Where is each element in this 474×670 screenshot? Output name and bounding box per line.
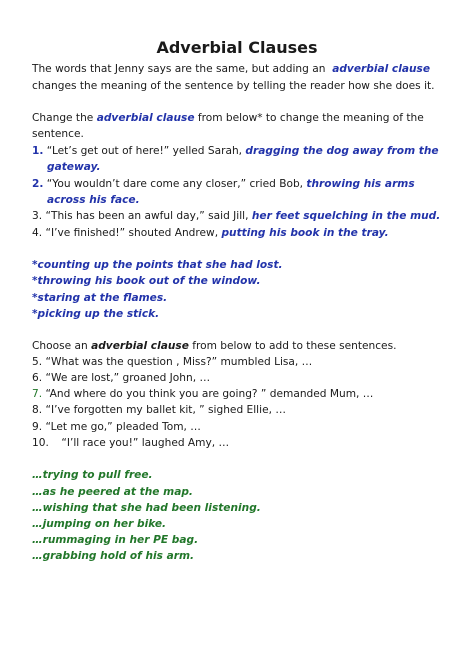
option-clause: *staring at the flames.	[32, 292, 168, 304]
sentence-4	[32, 226, 389, 240]
sentence-text: “I’ll race you!” laughed Amy, …	[61, 437, 230, 449]
task1-text-pre: Change the	[32, 112, 94, 124]
sentence-clause: throwing his arms	[306, 178, 415, 190]
sentence-2-continued	[47, 193, 140, 207]
sentence-number: 2.	[32, 178, 44, 190]
sentence-1-continued	[47, 160, 101, 174]
sentence-clause-continued: across his face.	[47, 194, 140, 206]
sentence-text: “Let’s get out of here!” yelled Sarah,	[46, 145, 243, 157]
option-clause: …as he peered at the map.	[32, 486, 193, 498]
option-clause: …grabbing hold of his arm.	[32, 550, 195, 562]
option-clause: *counting up the points that she had lost.	[32, 259, 283, 271]
sentence-text: “And where do you think you are going? ” demanded Mum, …	[45, 388, 374, 400]
sentence-clause: her feet squelching in the mud.	[251, 210, 441, 222]
sentence-9	[32, 420, 201, 434]
task1-highlight: adverbial clause	[96, 112, 195, 124]
sentence-10	[32, 436, 229, 450]
sentence-clause: putting his book in the tray.	[221, 227, 389, 239]
sentence-number: 4.	[32, 227, 43, 239]
sentence-number: 6.	[32, 372, 43, 384]
task2-text-post: from below to add to these sentences.	[192, 340, 397, 352]
sentence-number: 10.	[32, 437, 49, 449]
sentence-8	[32, 403, 286, 417]
sentence-number: 5.	[32, 356, 43, 368]
intro-line-1	[32, 62, 430, 76]
option-clause: …rummaging in her PE bag.	[32, 534, 199, 546]
sentence-text: “I’ve finished!” shouted Andrew,	[45, 227, 219, 239]
sentence-text: “This has been an awful day,” said Jill,	[45, 210, 249, 222]
sentence-2	[32, 177, 415, 191]
option-clause: *picking up the stick.	[32, 308, 160, 320]
sentence-text: “You wouldn’t dare come any closer,” cried Bob,	[46, 178, 304, 190]
sentence-number: 8.	[32, 404, 43, 416]
task1-line-1	[32, 111, 424, 125]
intro-text: The words that Jenny says are the same, but adding an	[32, 63, 326, 75]
task1-text-post: from below* to change the meaning of the	[197, 112, 424, 124]
option-clause: *throwing his book out of the window.	[32, 275, 261, 287]
page-title: Adverbial Clauses	[156, 38, 318, 57]
sentence-text: “Let me go,” pleaded Tom, …	[45, 421, 201, 433]
sentence-clause-continued: gateway.	[47, 161, 101, 173]
task2-text-pre: Choose an	[32, 340, 88, 352]
sentence-7	[32, 387, 373, 401]
task1-line-2: sentence.	[32, 128, 84, 140]
sentence-6	[32, 371, 210, 385]
option-clause: …jumping on her bike.	[32, 518, 167, 530]
sentence-3	[32, 209, 440, 223]
intro-highlight: adverbial clause	[332, 63, 431, 75]
sentence-clause: dragging the dog away from the	[245, 145, 439, 157]
sentence-text: “I’ve forgotten my ballet kit, ” sighed Ellie, …	[45, 404, 286, 416]
sentence-text: “We are lost,” groaned John, …	[45, 372, 211, 384]
sentence-text: “What was the question , Miss?” mumbled Lisa, …	[45, 356, 313, 368]
option-clause: …trying to pull free.	[32, 469, 153, 481]
sentence-number: 1.	[32, 145, 44, 157]
sentence-number: 7.	[32, 388, 43, 400]
sentence-1	[32, 144, 439, 158]
sentence-number: 3.	[32, 210, 43, 222]
option-clause: …wishing that she had been listening.	[32, 502, 261, 514]
task2-line	[32, 339, 396, 353]
sentence-5	[32, 355, 312, 369]
sentence-number: 9.	[32, 421, 43, 433]
task2-highlight: adverbial clause	[91, 340, 189, 352]
intro-line-2: changes the meaning of the sentence by telling the reader how she does it.	[32, 80, 435, 92]
